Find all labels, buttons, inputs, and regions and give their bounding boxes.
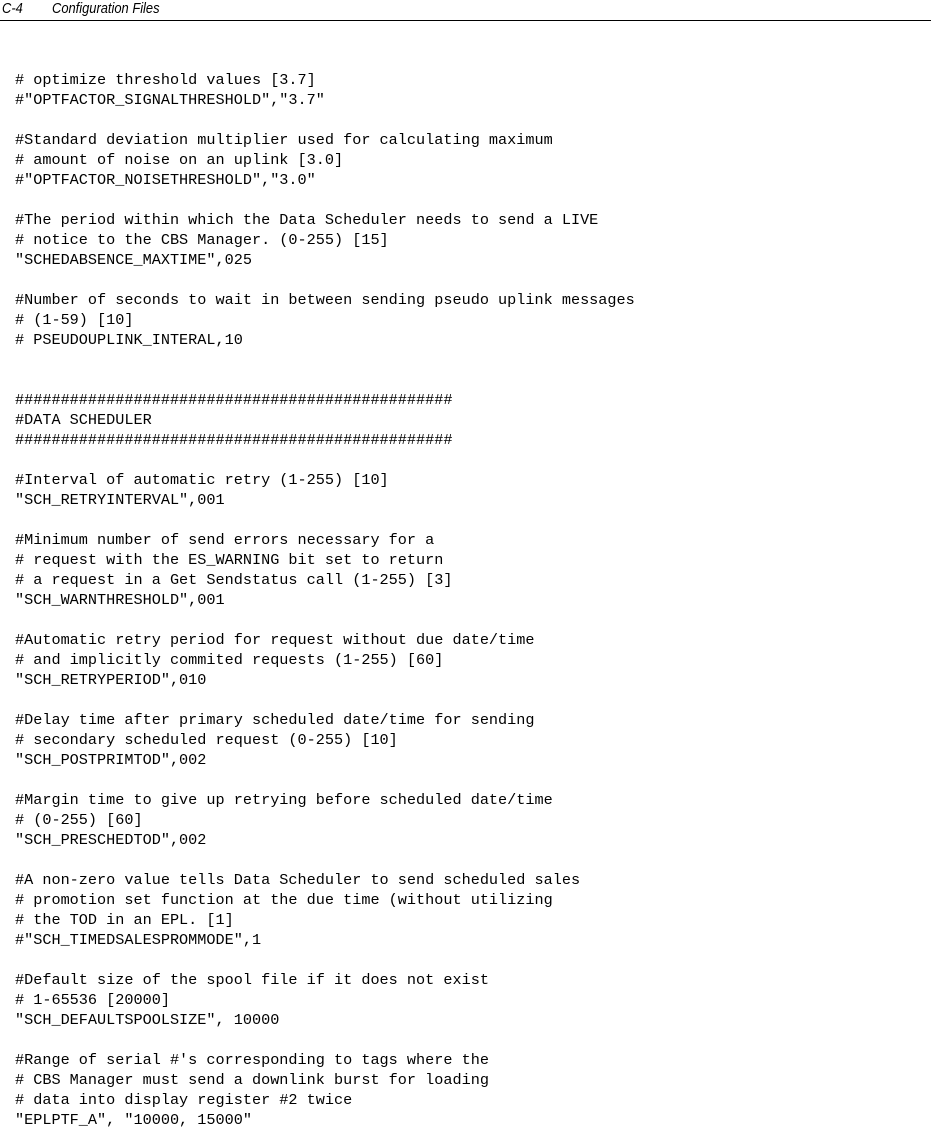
blank-line bbox=[15, 850, 635, 870]
config-line: "SCH_PRESCHEDTOD",002 bbox=[15, 831, 207, 849]
config-line: # (1-59) [10] bbox=[15, 311, 134, 329]
config-line: ################################################ bbox=[15, 431, 453, 449]
config-line: # PSEUDOUPLINK_INTERAL,10 bbox=[15, 331, 243, 349]
config-line: #Number of seconds to wait in between sending pseudo uplink messages bbox=[15, 291, 635, 309]
blank-line bbox=[15, 190, 635, 210]
config-line: # CBS Manager must send a downlink burst for loading bbox=[15, 1071, 489, 1089]
config-file-listing bbox=[15, 70, 635, 1130]
config-line: #Delay time after primary scheduled date/time for sending bbox=[15, 711, 535, 729]
blank-line bbox=[15, 110, 635, 130]
config-line: #"OPTFACTOR_SIGNALTHRESHOLD","3.7" bbox=[15, 91, 325, 109]
blank-line bbox=[15, 1030, 635, 1050]
blank-line bbox=[15, 270, 635, 290]
config-line: "SCH_RETRYINTERVAL",001 bbox=[15, 491, 225, 509]
blank-line bbox=[15, 450, 635, 470]
blank-line bbox=[15, 770, 635, 790]
section-title: Configuration Files bbox=[52, 0, 160, 17]
config-line: # (0-255) [60] bbox=[15, 811, 143, 829]
config-line: # optimize threshold values [3.7] bbox=[15, 71, 316, 89]
config-line: "SCHEDABSENCE_MAXTIME",025 bbox=[15, 251, 252, 269]
config-line: "SCH_POSTPRIMTOD",002 bbox=[15, 751, 207, 769]
config-line: #Range of serial #'s corresponding to tags where the bbox=[15, 1051, 489, 1069]
page-header bbox=[0, 0, 931, 21]
config-line: #"OPTFACTOR_NOISETHRESHOLD","3.0" bbox=[15, 171, 316, 189]
config-line: # secondary scheduled request (0-255) [10] bbox=[15, 731, 398, 749]
config-line: # data into display register #2 twice bbox=[15, 1091, 353, 1109]
config-line: #Default size of the spool file if it does not exist bbox=[15, 971, 489, 989]
blank-line bbox=[15, 510, 635, 530]
config-line: #"SCH_TIMEDSALESPROMMODE",1 bbox=[15, 931, 262, 949]
page-number: C-4 bbox=[2, 0, 23, 17]
config-line: # promotion set function at the due time (without utilizing bbox=[15, 891, 553, 909]
config-line: # amount of noise on an uplink [3.0] bbox=[15, 151, 344, 169]
blank-line bbox=[15, 350, 635, 370]
config-line: #Automatic retry period for request without due date/time bbox=[15, 631, 535, 649]
blank-line bbox=[15, 370, 635, 390]
config-line: "EPLPTF_A", "10000, 15000" bbox=[15, 1111, 252, 1129]
config-line: #The period within which the Data Scheduler needs to send a LIVE bbox=[15, 211, 599, 229]
config-line: # and implicitly commited requests (1-255) [60] bbox=[15, 651, 444, 669]
config-line: #DATA SCHEDULER bbox=[15, 411, 152, 429]
blank-line bbox=[15, 690, 635, 710]
config-line: # notice to the CBS Manager. (0-255) [15] bbox=[15, 231, 389, 249]
config-line: ################################################ bbox=[15, 391, 453, 409]
config-line: #Minimum number of send errors necessary for a bbox=[15, 531, 435, 549]
config-line: #Interval of automatic retry (1-255) [10] bbox=[15, 471, 389, 489]
config-line: #Margin time to give up retrying before scheduled date/time bbox=[15, 791, 553, 809]
config-line: "SCH_RETRYPERIOD",010 bbox=[15, 671, 207, 689]
config-line: #Standard deviation multiplier used for calculating maximum bbox=[15, 131, 553, 149]
blank-line bbox=[15, 610, 635, 630]
config-line: # a request in a Get Sendstatus call (1-255) [3] bbox=[15, 571, 453, 589]
config-line: "SCH_DEFAULTSPOOLSIZE", 10000 bbox=[15, 1011, 280, 1029]
config-line: "SCH_WARNTHRESHOLD",001 bbox=[15, 591, 225, 609]
config-line: # 1-65536 [20000] bbox=[15, 991, 170, 1009]
config-line: # request with the ES_WARNING bit set to return bbox=[15, 551, 444, 569]
config-line: # the TOD in an EPL. [1] bbox=[15, 911, 234, 929]
config-line: #A non-zero value tells Data Scheduler to send scheduled sales bbox=[15, 871, 581, 889]
blank-line bbox=[15, 950, 635, 970]
